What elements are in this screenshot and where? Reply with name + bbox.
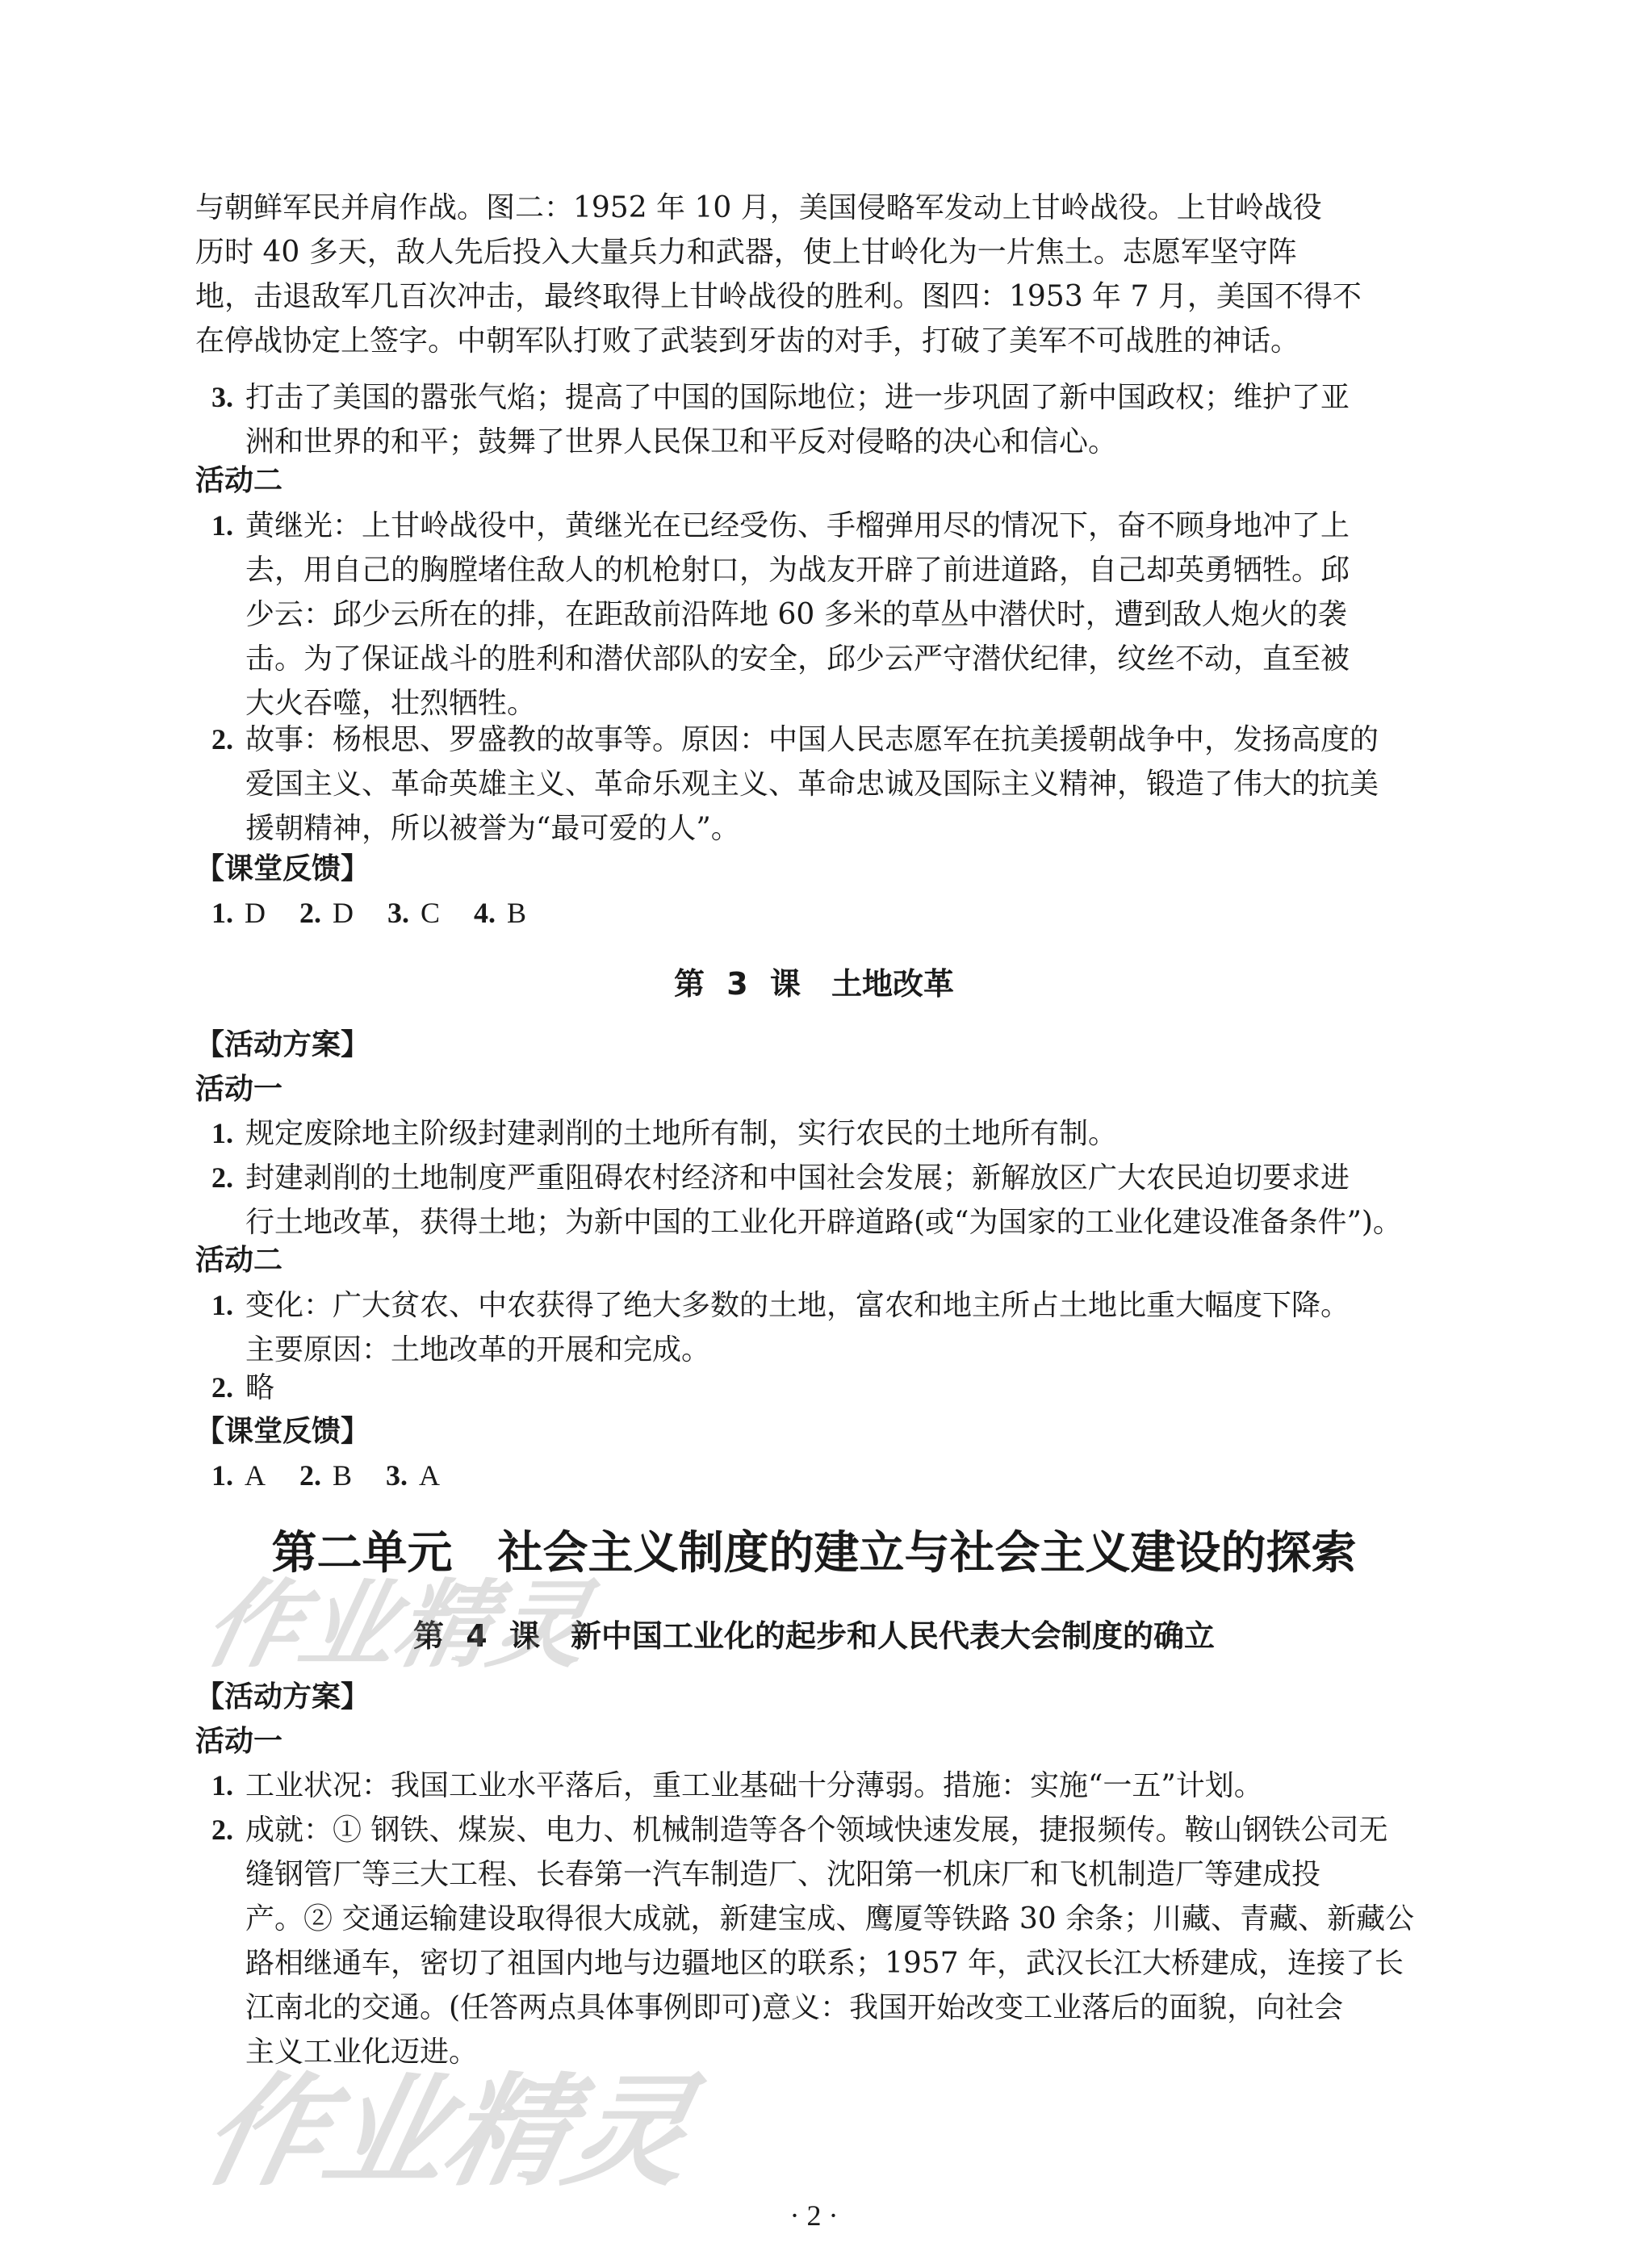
text-line: 地，击退敌军几百次冲击，最终取得上甘岭战役的胜利。图四：1953 年 7 月，美国不得不 — [195, 280, 1362, 313]
item-number: 2. — [211, 1161, 233, 1194]
answer-item-2 — [195, 1156, 1496, 1245]
item-number: 2. — [211, 723, 233, 755]
feedback-heading: 【课堂反馈】 — [195, 1415, 370, 1448]
continuation-paragraph — [195, 186, 1496, 363]
item-number: 1. — [211, 1117, 233, 1149]
text-line: 规定废除地主阶级封建剥削的土地所有制，实行农民的土地所有制。 — [245, 1117, 1118, 1150]
activity-plan-heading: 【活动方案】 — [195, 1028, 370, 1061]
text-line: 封建剥削的土地制度严重阻碍农村经济和中国社会发展；新解放区广大农民迫切要求进 — [245, 1161, 1350, 1195]
item-number: 1. — [211, 1289, 233, 1321]
text-line: 击。为了保证战斗的胜利和潜伏部队的安全，邱少云严守潜伏纪律，纹丝不动，直至被 — [245, 642, 1350, 676]
item-number: 2. — [211, 1371, 233, 1404]
text-line: 黄继光：上甘岭战役中，黄继光在已经受伤、手榴弹用尽的情况下，奋不顾身地冲了上 — [245, 509, 1350, 542]
activity-two-heading: 活动二 — [195, 1244, 283, 1277]
answer-item-1 — [195, 1764, 1496, 1808]
text-line: 略 — [245, 1371, 275, 1404]
text-line: 江南北的交通。(任答两点具体事例即可)意义：我国开始改变工业落后的面貌，向社会 — [245, 1991, 1344, 2024]
activity-one-heading: 活动一 — [195, 1073, 283, 1106]
text-line: 洲和世界的和平；鼓舞了世界人民保卫和平反对侵略的决心和信心。 — [245, 425, 1118, 458]
activity-one-heading: 活动一 — [195, 1725, 283, 1758]
item-number: 1. — [211, 509, 233, 542]
item-number: 1. — [211, 1769, 233, 1801]
text-line: 缝钢管厂等三大工程、长春第一汽车制造厂、沈阳第一机床厂和飞机制造厂等建成投 — [245, 1858, 1321, 1891]
answer-item-1 — [195, 1283, 1496, 1372]
answer-choice: 2. B — [299, 1459, 353, 1492]
item-number: 3. — [211, 381, 233, 413]
text-line: 主义工业化迈进。 — [245, 2036, 479, 2069]
answer-choice: 1. D — [211, 897, 266, 929]
text-line: 工业状况：我国工业水平落后，重工业基础十分薄弱。措施：实施“一五”计划。 — [245, 1769, 1263, 1802]
text-line: 少云：邱少云所在的排，在距敌前沿阵地 60 多米的草丛中潜伏时，遭到敌人炮火的袭 — [245, 598, 1347, 631]
answer-item-3 — [195, 375, 1496, 464]
text-line: 成就：① 钢铁、煤炭、电力、机械制造等各个领域快速发展，捷报频传。鞍山钢铁公司无 — [245, 1814, 1388, 1847]
text-line: 行土地改革，获得土地；为新中国的工业化开辟道路(或“为国家的工业化建设准备条件”)。 — [245, 1206, 1402, 1239]
text-line: 路相继通车，密切了祖国内地与边疆地区的联系；1957 年，武汉长江大桥建成，连接了长 — [245, 1947, 1404, 1980]
watermark-logo: 作业精灵 — [190, 2062, 705, 2203]
text-line: 变化：广大贫农、中农获得了绝大多数的土地，富农和地主所占土地比重大幅度下降。 — [245, 1289, 1350, 1322]
feedback-heading: 【课堂反馈】 — [195, 852, 370, 885]
activity-two-heading: 活动二 — [195, 464, 283, 497]
answer-item-1 — [195, 1111, 1496, 1156]
feedback-answers — [211, 891, 526, 935]
feedback-answers — [211, 1454, 440, 1498]
text-line: 故事：杨根思、罗盛教的故事等。原因：中国人民志愿军在抗美援朝战争中，发扬高度的 — [245, 723, 1379, 756]
answer-choice: 1. A — [211, 1459, 266, 1492]
lesson-4-title: 第 4 课 新中国工业化的起步和人民代表大会制度的确立 — [413, 1618, 1215, 1654]
answer-item-1 — [195, 504, 1496, 726]
item-number: 2. — [211, 1814, 233, 1846]
text-line: 主要原因：土地改革的开展和完成。 — [245, 1333, 711, 1366]
text-line: 援朝精神，所以被誉为“最可爱的人”。 — [245, 812, 740, 845]
answer-choice: 3. C — [387, 897, 441, 929]
answer-choice: 3. A — [386, 1459, 441, 1492]
answer-item-2 — [195, 718, 1496, 851]
activity-plan-heading: 【活动方案】 — [195, 1680, 370, 1714]
page-number: · 2 · — [789, 2199, 839, 2232]
text-line: 产。② 交通运输建设取得很大成就，新建宝成、鹰厦等铁路 30 余条；川藏、青藏、新藏公 — [245, 1902, 1415, 1935]
answer-item-2 — [195, 1808, 1496, 2074]
lesson-3-title: 第 3 课 土地改革 — [674, 966, 954, 1002]
watermark-logo: 作业精灵 — [195, 1569, 600, 1680]
answer-choice: 2. D — [299, 897, 354, 929]
text-line: 在停战协定上签字。中朝军队打败了武装到牙齿的对手，打破了美军不可战胜的神话。 — [195, 324, 1300, 358]
text-line: 爱国主义、革命英雄主义、革命乐观主义、革命忠诚及国际主义精神，锻造了伟大的抗美 — [245, 768, 1379, 801]
answer-item-2 — [195, 1366, 1496, 1410]
text-line: 大火吞噬，壮烈牺牲。 — [245, 687, 537, 720]
text-line: 历时 40 多天，敌人先后投入大量兵力和武器，使上甘岭化为一片焦土。志愿军坚守阵 — [195, 236, 1297, 269]
answer-choice: 4. B — [474, 897, 527, 929]
text-line: 去，用自己的胸膛堵住敌人的机枪射口，为战友开辟了前进道路，自己却英勇牺牲。邱 — [245, 554, 1350, 587]
text-line: 打击了美国的嚣张气焰；提高了中国的国际地位；进一步巩固了新中国政权；维护了亚 — [245, 381, 1350, 414]
text-line: 与朝鲜军民并肩作战。图二：1952 年 10 月，美国侵略军发动上甘岭战役。上甘岭战役 — [195, 191, 1322, 224]
unit-2-title: 第二单元 社会主义制度的建立与社会主义建设的探索 — [271, 1526, 1357, 1580]
